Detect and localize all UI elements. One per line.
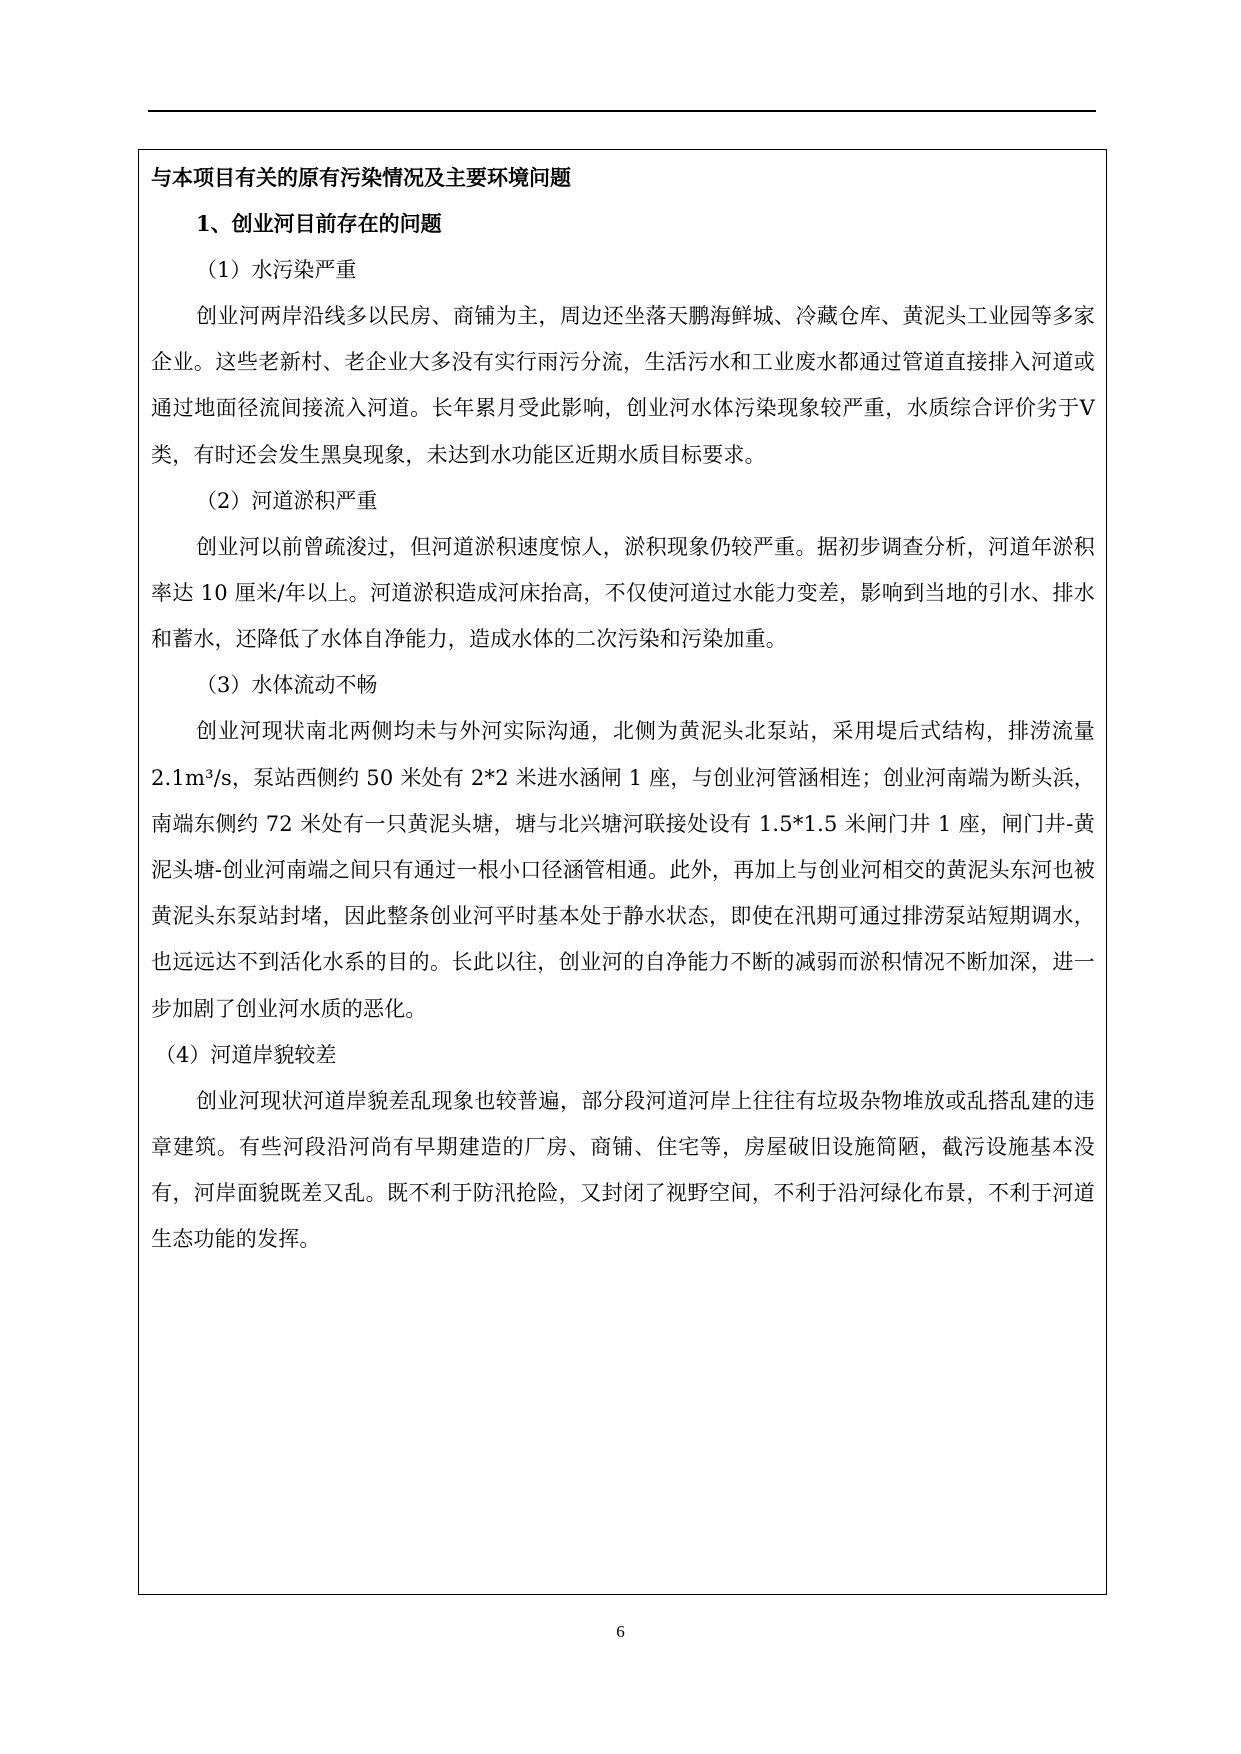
content-body <box>151 155 1095 1263</box>
paragraph-water-flow: 创业河现状南北两侧均未与外河实际沟通，北侧为黄泥头北泵站，采用堤后式结构，排涝流量 2.1m³/s，泵站西侧约 50 米处有 2*2 米进水涵闸 1 座，与创业河管涵相连；创业河南端为断头浜，南端东侧约 72 米处有一只黄泥头塘，塘与北兴塘河联接处设有 1.5*1.5 米闸门井 1 座，闸门井-黄泥头塘-创业河南端之间只有通过一根小口径涵管相通。此外，再加上与创业河相交的黄泥头东河也被黄泥头东泵站封堵，因此整条创业河平时基本处于静水状态，即使在汛期可通过排涝泵站短期调水，也远远达不到活化水系的目的。长此以往，创业河的自净能力不断的减弱而淤积情况不断加深，进一步加剧了创业河水质的恶化。 <box>151 719 1095 1021</box>
section-title: 与本项目有关的原有污染情况及主要环境问题 <box>151 165 571 190</box>
paragraph-bank-appearance: 创业河现状河道岸貌差乱现象也较普遍，部分段河道河岸上往往有垃圾杂物堆放或乱搭乱建的违章建筑。有些河段沿河尚有早期建造的厂房、商铺、住宅等，房屋破旧设施简陋，截污设施基本没有，河岸面貌既差又乱。既不利于防汛抢险，又封闭了视野空间，不利于沿河绿化布景，不利于河道生态功能的发挥。 <box>151 1088 1095 1252</box>
content-box <box>138 149 1107 1595</box>
header-rule <box>148 110 1096 112</box>
paragraph-water-pollution: 创业河两岸沿线多以民房、商铺为主，周边还坐落天鹏海鲜城、冷藏仓库、黄泥头工业园等多家企业。这些老新村、老企业大多没有实行雨污分流，生活污水和工业废水都通过管道直接排入河道或通过地面径流间接流入河道。长年累月受此影响，创业河水体污染现象较严重，水质综合评价劣于Ⅴ类，有时还会发生黑臭现象，未达到水功能区近期水质目标要求。 <box>151 304 1095 467</box>
paragraph-siltation: 创业河以前曾疏浚过，但河道淤积速度惊人，淤积现象仍较严重。据初步调查分析，河道年淤积率达 10 厘米/年以上。河道淤积造成河床抬高，不仅使河道过水能力变差，影响到当地的引水、排水和蓄水，还降低了水体自净能力，造成水体的二次污染和污染加重。 <box>151 534 1095 652</box>
subsection-heading-water-flow: （3）水体流动不畅 <box>196 673 378 698</box>
item-title: 1、创业河目前存在的问题 <box>196 211 442 236</box>
subsection-heading-water-pollution: （1）水污染严重 <box>196 258 357 282</box>
subsection-heading-bank-appearance: （4）河道岸貌较差 <box>155 1042 337 1067</box>
page-number: 6 <box>616 1622 625 1641</box>
subsection-heading-siltation: （2）河道淤积严重 <box>196 488 378 513</box>
